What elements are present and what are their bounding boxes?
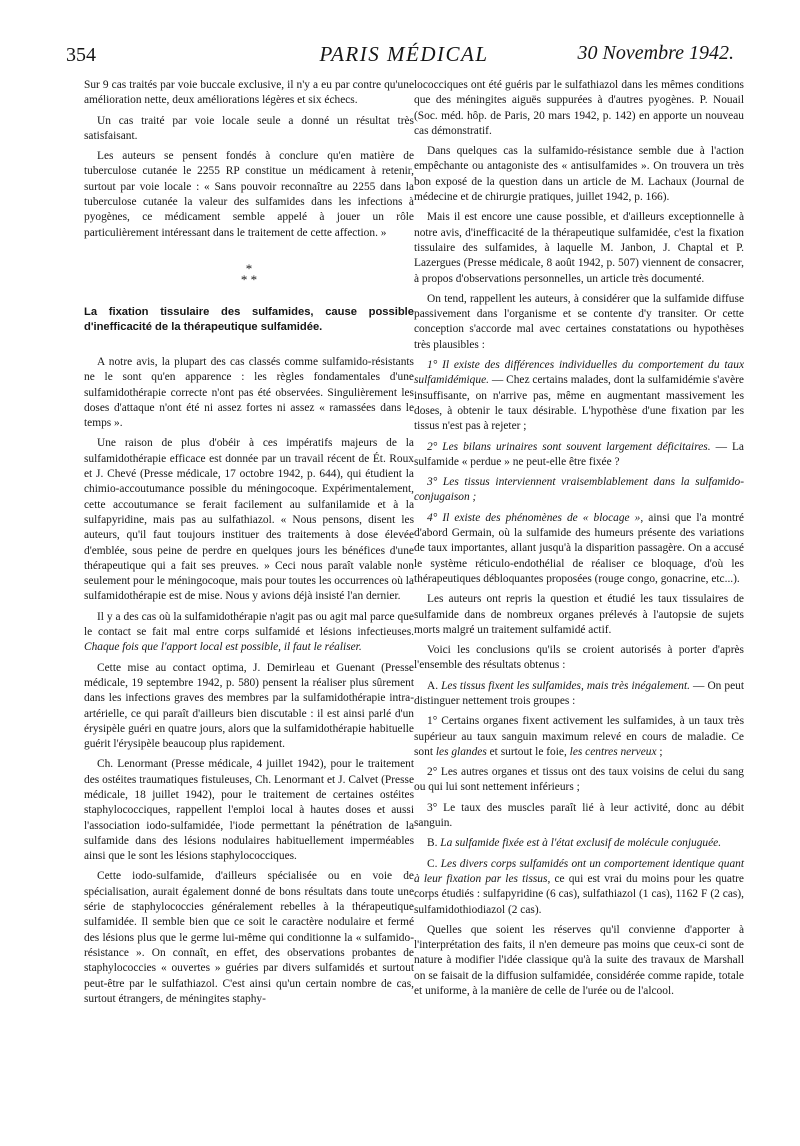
page-header (66, 42, 742, 72)
emphasis: Les tissus fixent les sulfamides, mais très inégalement. (441, 679, 691, 692)
paragraph: Ch. Lenormant (Presse médicale, 4 juillet 1942), pour le traitement des ostéites traumatiques fistuleuses, Ch. Lenormant et J. Calvet (Presse médicale, 18 juillet 1942), pour le traitement de certaines ostéites staphylococciques, rappellent l'emploi local à hautes doses et aussi l'association iodo-sulfamidée, l'iode permettant la pénétration de la sulfamide dans des lésions nodulaires habituellement imperméables ainsi que le sont les lésions staphylococciques. (84, 758, 414, 863)
paragraph: Dans quelques cas la sulfamido-résistance semble due à l'action empêchante ou antagoniste des « antisulfamides ». On trouvera un très bon exposé de la question dans un article de M. Lachaux (Journal de médecine et de chirurgie pratiques, juillet 1942, p. 166). (414, 145, 744, 204)
emphasis: Les divers corps sulfamidés ont un comportement identique quant à leur fixation par les tissus (414, 857, 745, 885)
group-3: 3° Le taux des muscles paraît lié à leur activité, donc au débit sanguin. (414, 801, 744, 830)
page-number: 354 (66, 44, 96, 66)
paragraph: Un cas traité par voie locale seule a donné un résultat très satisfaisant. (84, 114, 414, 142)
separator-stars: * * (240, 271, 258, 287)
conclusion-a (414, 679, 744, 710)
text-run: B. (427, 837, 441, 850)
hypothesis-4 (414, 511, 744, 587)
text-run: — La sulfamide « perdue » ne peut-elle être fixée ? (414, 440, 744, 468)
emphasis: 1° Il existe des différences individuelles du comportement du taux sulfamidémique. (414, 359, 744, 387)
emphasis: 3° Les tissus interviennent vraisemblablement dans la sulfamido-conjugaison ; (414, 476, 744, 504)
text-run: ; (656, 745, 663, 758)
paragraph: lococciques ont été guéris par le sulfathiazol dans les mêmes conditions que des méningites aiguës suppurées à d'autres pyogènes. P. Nouail (Soc. méd. hôp. de Paris, 20 mars 1942, p. 142) en apporte un nouveau cas démonstratif. (414, 79, 744, 137)
paragraph: On tend, rappellent les auteurs, à considérer que la sulfamide diffuse passivement dans l'organisme et se contente d'y transiter. Or cette conception s'accorde mal avec certaines constatations ou hypothèses très plausibles : (414, 292, 744, 351)
paragraph: Cette mise au contact optima, J. Demirleau et Guenant (Presse médicale, 19 septembre 1942, p. 580) pensent la réaliser plus sûrement dans les infections graves des membres par la sulfamidothérapie intra-artérielle, ce qui paraît d'ailleurs bien discutable : il est ainsi parlé d'un érysipèle guéri en quatre jours, alors que la sulfamidothérapie habituelle guérit l'érysipèle beaucoup plus rapidement. (84, 661, 414, 751)
paragraph: Voici les conclusions qu'ils se croient autorisés à porter d'après l'ensemble des résultats obtenus : (414, 644, 744, 672)
text-run: Il y a des cas où la sulfamidothérapie n'agit pas ou agit mal parce que le contact se fait mal entre corps sulfamidé et lésions infectieuses. (84, 610, 414, 639)
paragraph (84, 610, 414, 656)
paragraph: Quelles que soient les réserves qu'il convienne d'apporter à l'interprétation des faits, il n'en demeure pas moins que ceux-ci sont de nature à modifier l'idée classique qu'à la suite des travaux de Marshall on se faisait de la diffusion sulfamidée, considérée comme rapide, totale et uniforme, à la manière de celle de l'urée ou de l'alcool. (414, 923, 744, 998)
hypothesis-1 (414, 358, 744, 434)
group-1 (414, 714, 744, 760)
section-title: La fixation tissulaire des sulfamides, cause possible d'inefficacité de la thérapeutique sulfamidée. (84, 305, 414, 333)
paragraph: Mais il est encore une cause possible, et d'ailleurs exceptionnelle à notre avis, d'inefficacité de la thérapeutique sulfamidée, c'est la fixation tissulaire des sulfamides, à laquelle M. Janbon, J. Chaptal et P. Lazergues (Presse médicale, 8 août 1942, p. 507) viennent de consacrer, à propos d'observations personnelles, un article très documenté. (414, 211, 744, 285)
text-run: C. (427, 857, 441, 870)
text-run: A. (427, 679, 442, 692)
right-column (414, 78, 744, 1004)
left-column (84, 78, 414, 1012)
text-run: — On peut distinguer nettement trois groupes : (414, 679, 745, 707)
hypothesis-2 (414, 440, 744, 471)
separator-star: * (245, 260, 253, 276)
text-run: , ce qui est vrai du moins pour les quatre corps étudiés : sulfapyridine (6 cas), sulfathiazol (1 cas), 1162 F (2 cas), sulfamidothiodiazol (2 cas). (414, 872, 744, 916)
conclusion-c (414, 857, 744, 918)
emphasis: les centres nerveux (569, 745, 657, 758)
group-2: 2° Les autres organes et tissus ont des taux voisins de celui du sang ou qui lui sont nettement inférieurs ; (414, 766, 744, 794)
conclusion-b (414, 836, 744, 851)
paragraph: Sur 9 cas traités par voie buccale exclusive, il n'y a eu par contre qu'une amélioration nette, deux améliorations légères et six échecs. (84, 79, 414, 107)
hypothesis-3 (414, 475, 744, 506)
emphasis: les glandes (435, 745, 487, 758)
paragraph: Les auteurs se pensent fondés à conclure qu'en matière de tuberculose cutanée le 2255 RP constitue un médicament à retenir, surtout par voie locale : « Sans pouvoir reconnaître au 2255 dans la tuberculose cutanée la valeur des sulfamides dans les infections à pyogènes, ce médicament semble appelé à jouer un rôle particulièrement intéressant dans le traitement de cette affection. » (84, 150, 414, 239)
paragraph: A notre avis, la plupart des cas classés comme sulfamido-résistants ne le sont qu'en apparence : les règles fondamentales d'une sulfamidothérapie correcte n'ont pas été observées. Singulièrement les doses d'attaque n'ont été ni assez fortes ni assez « ramassées dans le temps ». (84, 355, 414, 430)
emphasis: Chaque fois que l'apport local est possible, il faut le réaliser. (84, 641, 362, 654)
text-run: , ainsi que l'a montré d'abord Germain, où la sulfamide des humeurs présente des variations de taux importantes, allant jusqu'à la disparition passagère. On a accusé le système réticulo-endothélial de réaliser ce bloquage, d'où les thérapeutiques débloquantes proposées (rouge congo, gonacrine, etc...). (414, 511, 744, 585)
emphasis: La sulfamide fixée est à l'état exclusif de molécule conjuguée. (440, 837, 722, 850)
running-title: PARIS MÉDICAL (319, 42, 489, 66)
emphasis: 4° Il existe des phénomènes de « blocage » (427, 511, 641, 524)
emphasis: 2° Les bilans urinaires sont souvent largement déficitaires. (427, 440, 711, 453)
paragraph: Une raison de plus d'obéir à ces impératifs majeurs de la sulfamidothérapie efficace est donnée par un travail récent de Ét. Roux et J. Chevé (Presse médicale, 17 octobre 1942, p. 644), qui étudient la chimio-accoutumance possible du méningocoque. Expérimentalement, cette accoutumance se ferait facilement au sulfanilamide et à la sulfapyridine, mais pas au sulfathiazol. « Nous pensons, disent les auteurs, qu'il faut toujours instituer des traitements à dose élevée d'emblée, sous peine de perdre en quelques jours les bénéfices d'une thérapeutique qui a fait ses preuves. » Ceci nous paraît valable non seulement pour le méningocoque, mais pour toutes les occurrences où la sulfamidothérapie est de mise. Nous y avions déjà insisté l'an dernier. (84, 437, 414, 603)
paragraph: Les auteurs ont repris la question et étudié les taux tissulaires de sulfamide dans de nombreux organes prélevés à l'autopsie de sujets morts malgré un traitement sulfamidé actif. (414, 593, 744, 636)
issue-date: 30 Novembre 1942. (577, 42, 734, 64)
text-run: et surtout le foie, (486, 745, 570, 758)
section-separator (84, 260, 414, 287)
text-run: — Chez certains malades, dont la sulfamidémie s'avère insuffisante, on n'arrive pas, même en augmentant massivement les doses, à obtenir le taux désirable. L'hypothèse d'une fixation par les tissus n'est pas à rejeter ; (414, 374, 744, 433)
text-run: 1° Certains organes fixent activement les sulfamides, à un taux très supérieur au taux sanguin maximum relevé en cours de maladie. Ce sont (414, 715, 744, 758)
paragraph: Cette iodo-sulfamide, d'ailleurs spécialisée ou en voie de spécialisation, aurait également donné de bons résultats dans toute une série de staphylococcies généralement rebelles à la thérapeutique sulfamidée. Il semble bien que ce soit le caractère nodulaire et fermé des lésions plus que le germe lui-même qui conditionne la « sulfamido-résistance ». On connaît, en effet, des observations probantes de staphylococcies « ouvertes » guéries par divers sulfamidés et surtout peut-être par le sulfathiazol. C'est ainsi qu'un certain nombre de cas, surtout étrangers, de méningites staphy- (84, 870, 414, 1005)
